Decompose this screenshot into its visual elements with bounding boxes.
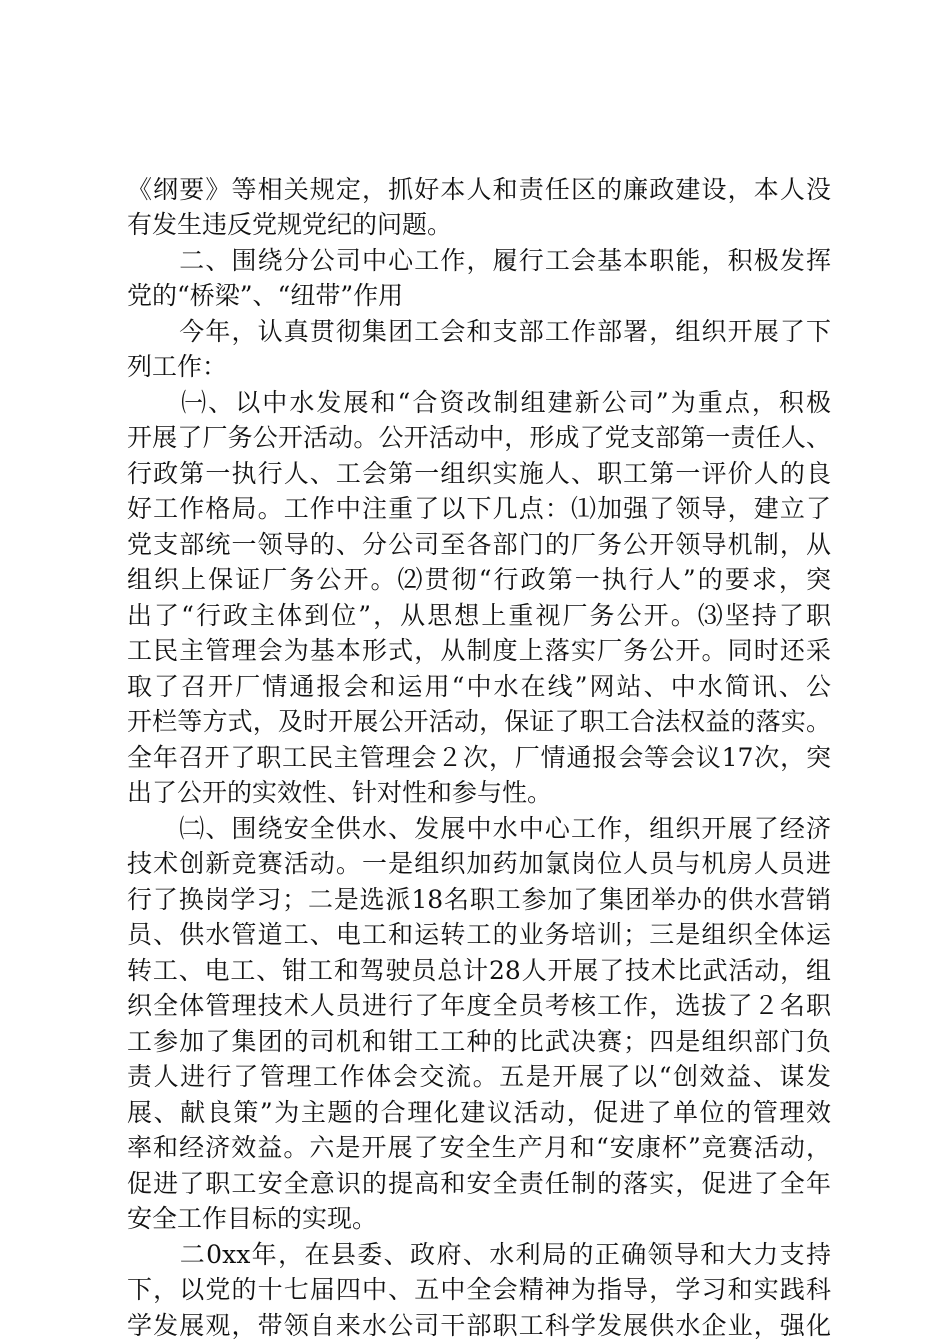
text-line: 下，以党的十七届四中、五中全会精神为指导，学习和实践科: [127, 1275, 831, 1304]
text-line: 有发生违反党规党纪的问题。: [127, 210, 453, 239]
text-line: 行了换岗学习；二是选派18名职工参加了集团举办的供水营销: [127, 885, 831, 914]
text-line: 党的“桥梁”、“纽带”作用: [127, 281, 404, 310]
text-line: ㈡、围绕安全供水、发展中水中心工作，组织开展了经济: [127, 814, 831, 843]
text-line: 二、围绕分公司中心工作，履行工会基本职能，积极发挥: [127, 246, 831, 275]
text-line: 促进了职工安全意识的提高和安全责任制的落实，促进了全年: [127, 1169, 831, 1198]
text-line: 二0xx年，在县委、政府、水利局的正确领导和大力支持: [127, 1240, 831, 1269]
text-line: 行政第一执行人、工会第一组织实施人、职工第一评价人的良: [127, 459, 831, 488]
text-line: 工民主管理会为基本形式，从制度上落实厂务公开。同时还采: [127, 636, 831, 665]
text-line: 展、献良策”为主题的合理化建议活动，促进了单位的管理效: [127, 1098, 831, 1127]
text-line: 员、供水管道工、电工和运转工的业务培训；三是组织全体运: [127, 920, 831, 949]
text-line: 组织上保证厂务公开。⑵贯彻“行政第一执行人”的要求，突: [127, 565, 831, 594]
text-line: 开展了厂务公开活动。公开活动中，形成了党支部第一责任人、: [127, 423, 831, 452]
text-line: 技术创新竞赛活动。一是组织加药加氯岗位人员与机房人员进: [127, 849, 831, 878]
text-line: 取了召开厂情通报会和运用“中水在线”网站、中水简讯、公: [127, 672, 831, 701]
text-line: 出了“行政主体到位”，从思想上重视厂务公开。⑶坚持了职: [127, 601, 831, 630]
text-line: 转工、电工、钳工和驾驶员总计28人开展了技术比武活动，组: [127, 956, 831, 985]
text-line: 安全工作目标的实现。: [127, 1204, 378, 1233]
text-line: 责人进行了管理工作体会交流。五是开展了以“创效益、谋发: [127, 1062, 831, 1091]
text-line: 工参加了集团的司机和钳工工种的比武决赛；四是组织部门负: [127, 1027, 831, 1056]
text-line: 出了公开的实效性、针对性和参与性。: [127, 778, 553, 807]
text-line: 学发展观，带领自来水公司干部职工科学发展供水企业，强化: [127, 1311, 831, 1340]
text-line: 全年召开了职工民主管理会２次，厂情通报会等会议17次，突: [127, 743, 831, 772]
text-line: ㈠、以中水发展和“合资改制组建新公司”为重点，积极: [127, 388, 831, 417]
text-line: 开栏等方式，及时开展公开活动，保证了职工合法权益的落实。: [127, 707, 831, 736]
text-line: 列工作：: [127, 352, 228, 381]
text-line: 好工作格局。工作中注重了以下几点：⑴加强了领导，建立了: [127, 494, 831, 523]
text-line: 今年，认真贯彻集团工会和支部工作部署，组织开展了下: [127, 317, 831, 346]
text-line: 织全体管理技术人员进行了年度全员考核工作，选拔了２名职: [127, 991, 831, 1020]
text-line: 党支部统一领导的、分公司至各部门的厂务公开领导机制，从: [127, 530, 831, 559]
text-line: 率和经济效益。六是开展了安全生产月和“安康杯”竞赛活动，: [127, 1133, 831, 1162]
text-line: 《纲要》等相关规定，抓好本人和责任区的廉政建设，本人没: [127, 175, 831, 204]
